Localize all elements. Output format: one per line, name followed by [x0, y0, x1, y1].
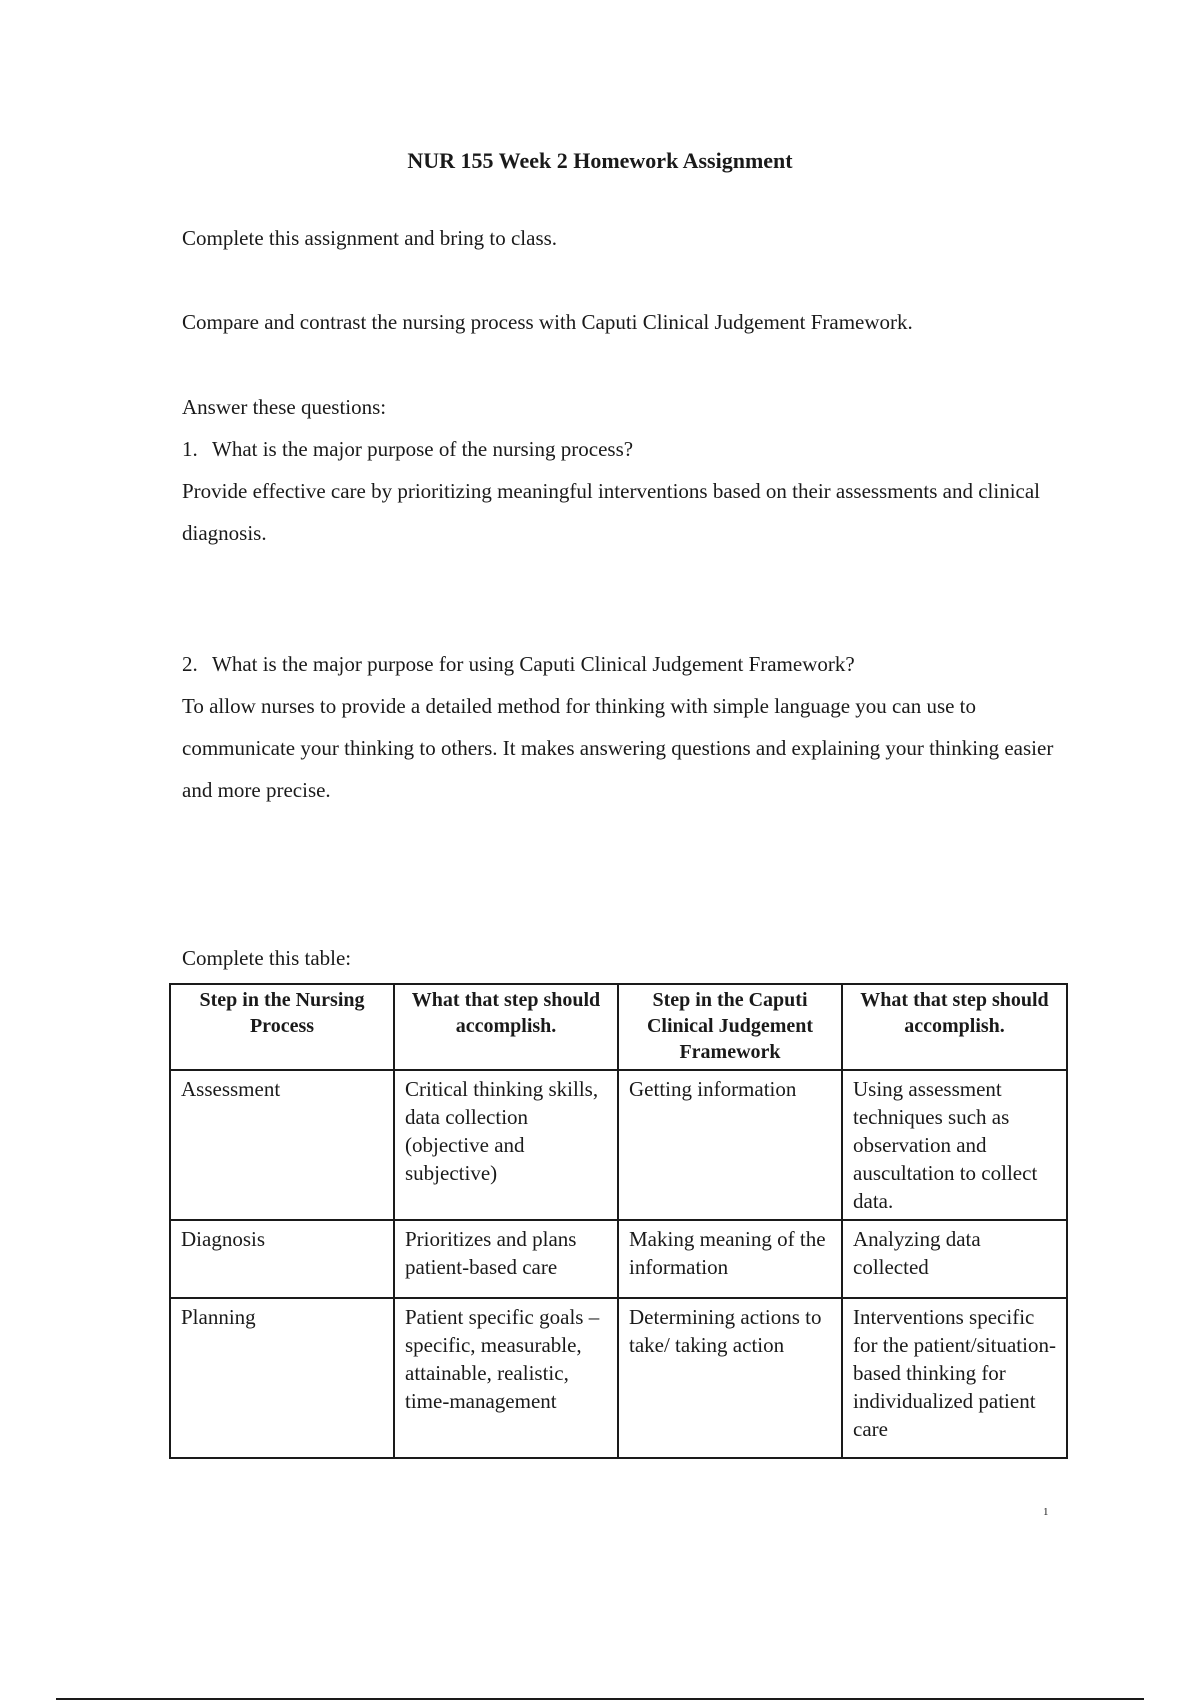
question-1-number: 1. — [182, 437, 198, 461]
cell-caputi-goal: Analyzing data collected — [842, 1220, 1067, 1298]
cell-nursing-goal: Prioritizes and plans patient-based care — [394, 1220, 618, 1298]
cell-step-planning: Planning — [170, 1298, 394, 1458]
answer-1: Provide effective care by prioritizing meaningful interventions based on their assessments and clinical diagnosis. — [182, 479, 1041, 545]
instructions-text: Complete this assignment and bring to class. — [182, 226, 558, 250]
answer-intro: Answer these questions: — [182, 395, 387, 419]
table-row — [170, 1070, 1067, 1220]
question-1 — [182, 428, 1062, 470]
comparison-table — [169, 983, 1068, 1459]
header-nursing-step: Step in the Nursing Process — [170, 984, 394, 1070]
cell-caputi-goal: Interventions specific for the patient/situation-based thinking for individualized patient care — [842, 1298, 1067, 1458]
table-intro: Complete this table: — [182, 946, 352, 970]
cell-caputi-step: Getting information — [618, 1070, 842, 1220]
question-1-text: What is the major purpose of the nursing process? — [212, 437, 634, 461]
cell-step-diagnosis: Diagnosis — [170, 1220, 394, 1298]
document-title: NUR 155 Week 2 Homework Assignment — [407, 148, 793, 173]
header-caputi-step: Step in the Caputi Clinical Judgement Framework — [618, 984, 842, 1070]
question-2-number: 2. — [182, 652, 198, 676]
question-2-text: What is the major purpose for using Caputi Clinical Judgement Framework? — [212, 652, 855, 676]
answer-2: To allow nurses to provide a detailed method for thinking with simple language you can use to communicate your thinking to others. It makes answering questions and explaining your thinking easier and more precise. — [182, 694, 1054, 802]
cell-nursing-goal: Patient specific goals – specific, measurable, attainable, realistic, time-management — [394, 1298, 618, 1458]
table-header-row — [170, 984, 1067, 1070]
page-number: 1 — [1043, 1506, 1049, 1518]
header-caputi-goal: What that step should accomplish. — [842, 984, 1067, 1070]
table-row — [170, 1220, 1067, 1298]
cell-step-assessment: Assessment — [170, 1070, 394, 1220]
table-row — [170, 1298, 1067, 1458]
header-nursing-goal: What that step should accomplish. — [394, 984, 618, 1070]
cell-nursing-goal: Critical thinking skills, data collection (objective and subjective) — [394, 1070, 618, 1220]
cell-caputi-step: Determining actions to take/ taking action — [618, 1298, 842, 1458]
question-2 — [182, 643, 1062, 685]
cell-caputi-step: Making meaning of the information — [618, 1220, 842, 1298]
cell-caputi-goal: Using assessment techniques such as observation and auscultation to collect data. — [842, 1070, 1067, 1220]
compare-prompt: Compare and contrast the nursing process with Caputi Clinical Judgement Framework. — [182, 310, 913, 334]
